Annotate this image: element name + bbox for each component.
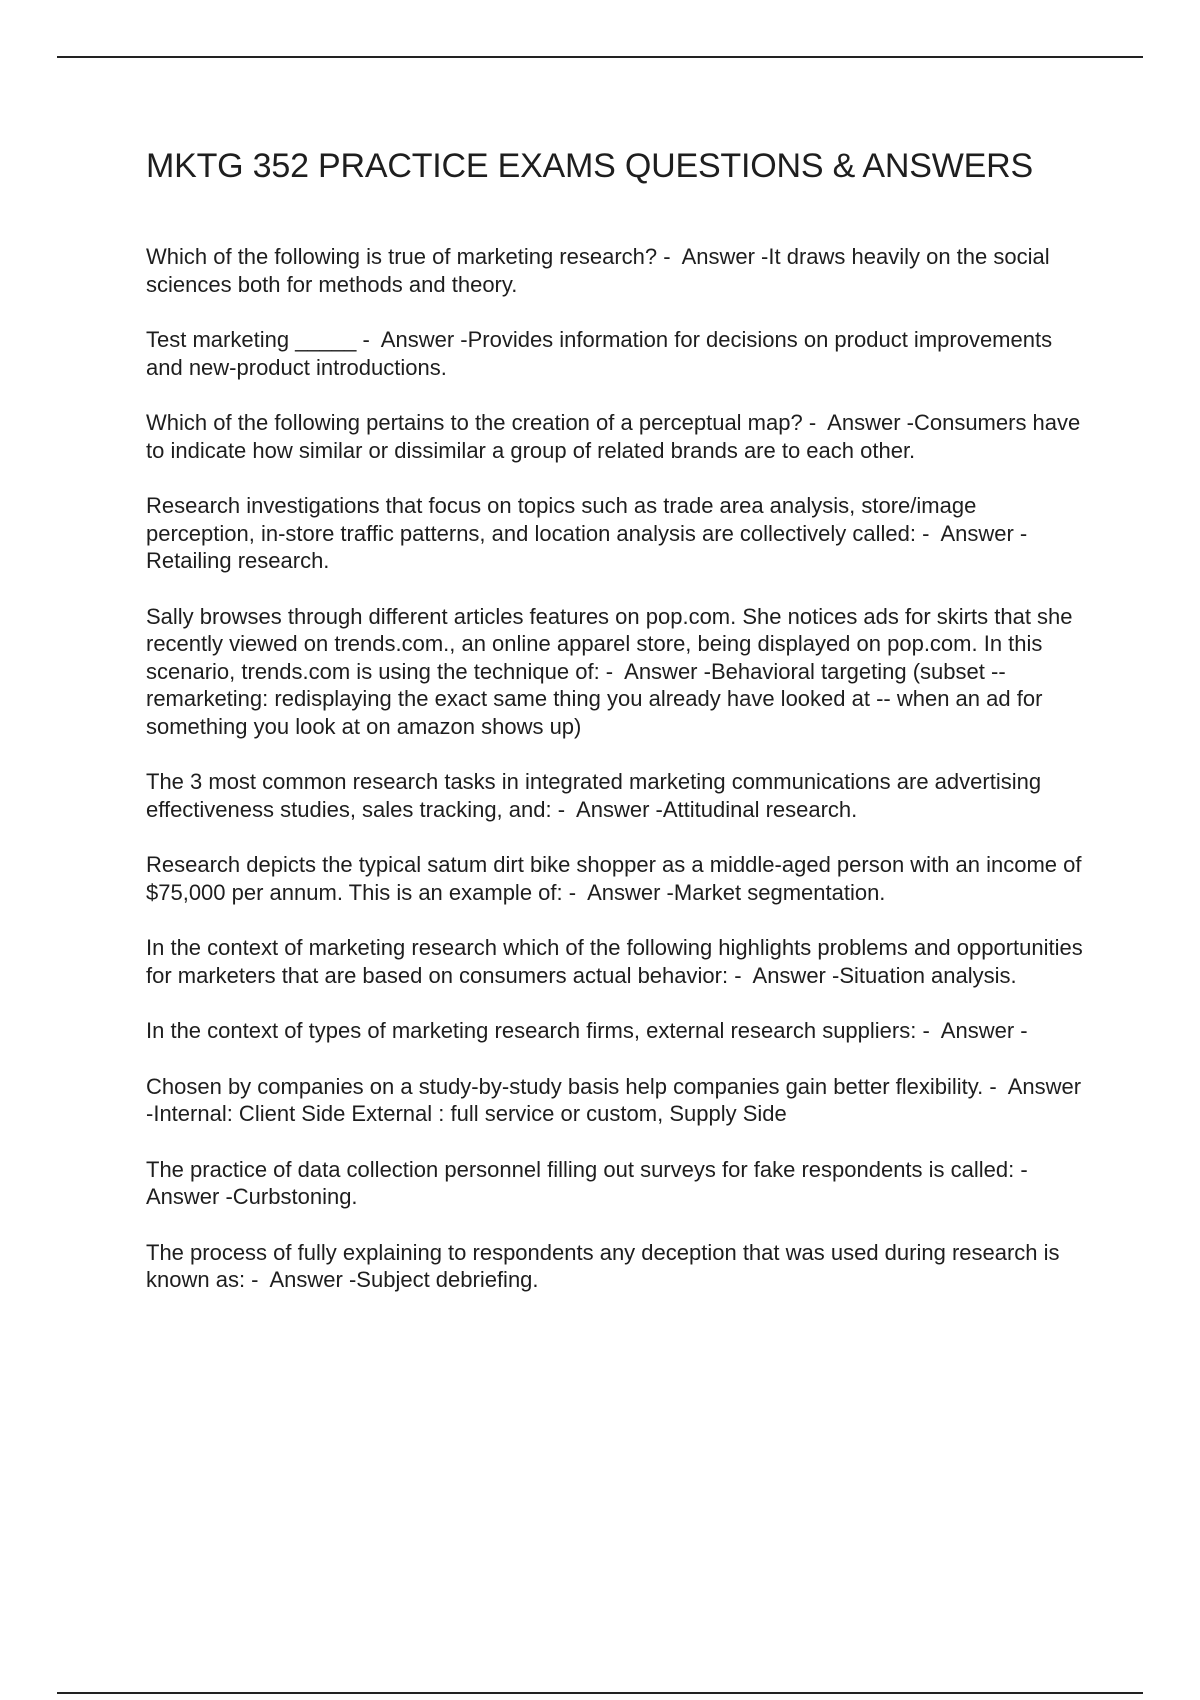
top-divider bbox=[57, 56, 1143, 58]
qa-entry: The practice of data collection personnel filling out surveys for fake respondents is called: - Answer -Curbstoning. bbox=[146, 1156, 1039, 1209]
qa-entry: The 3 most common research tasks in integrated marketing communications are advertising effectiveness studies, sales tracking, and: - Answer -Attitudinal research. bbox=[146, 769, 1048, 822]
qa-entry: In the context of marketing research which of the following highlights problems and opportunities for marketers that are based on consumers actual behavior: - Answer -Situation analysis. bbox=[146, 935, 1089, 988]
qa-entry: Test marketing _____ - Answer -Provides information for decisions on product improvements and new-product introductions. bbox=[146, 327, 1059, 380]
qa-entry: Research depicts the typical satum dirt bike shopper as a middle-aged person with an income of $75,000 per annum. This is an example of: - Answer -Market segmentation. bbox=[146, 852, 1088, 905]
qa-entry: Research investigations that focus on topics such as trade area analysis, store/image perception, in-store traffic patterns, and location analysis are collectively called: - Answer -Retailing research. bbox=[146, 493, 1028, 573]
document-body bbox=[146, 145, 1089, 1322]
qa-entry: Sally browses through different articles features on pop.com. She notices ads for skirts that she recently viewed on trends.com., an online apparel store, being displayed on pop.com. In this scenario, trends.com is using the technique of: - Answer -Behavioral targeting (subset -- remarketing: redisplaying the exact same thing you already have looked at -- when an ad for something you look at on amazon shows up) bbox=[146, 603, 1079, 739]
qa-entry: In the context of types of marketing research firms, external research suppliers: - Answer - bbox=[146, 1018, 1028, 1043]
qa-entry: Chosen by companies on a study-by-study basis help companies gain better flexibility. - Answer -Internal: Client Side External : full service or custom, Supply Side bbox=[146, 1073, 1088, 1126]
qa-entry: The process of fully explaining to respondents any deception that was used during research is known as: - Answer -Subject debriefing. bbox=[146, 1239, 1066, 1292]
qa-entry: Which of the following is true of marketing research? - Answer -It draws heavily on the social sciences both for methods and theory. bbox=[146, 244, 1056, 297]
qa-list bbox=[146, 243, 1089, 1294]
bottom-divider bbox=[57, 1692, 1143, 1694]
document-title: MKTG 352 PRACTICE EXAMS QUESTIONS & ANSWERS bbox=[146, 147, 1033, 185]
qa-entry: Which of the following pertains to the creation of a perceptual map? - Answer -Consumers have to indicate how similar or dissimilar a group of related brands are to each other. bbox=[146, 410, 1087, 463]
